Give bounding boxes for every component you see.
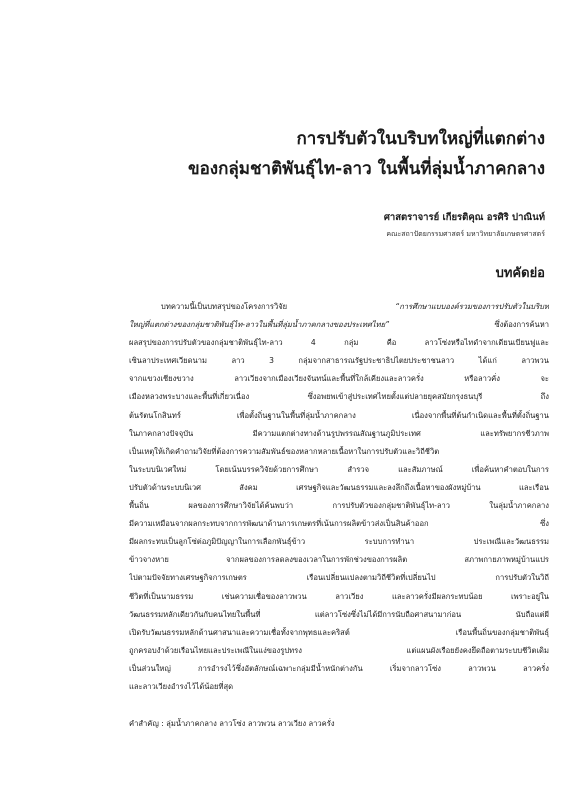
author-line: ศาสตราจารย์ เกียรติคุณ อรศิริ ปาณินท์ <box>383 212 545 223</box>
abstract-line: ต้นรัตนโกสินทร์ เพื่อตั้งถิ่นฐานในพื้นที่ลุ่มน้ำภาคกลาง เนื่องจากพื้นที่ต้นกำเนิดและพื้นที่ตั้งถิ่นฐาน <box>129 410 549 420</box>
abstract-intro-text: บทความนี้เป็นบทสรุปของโครงการวิจัย <box>161 302 396 311</box>
title-line-1: การปรับตัวในบริบทใหญ่ที่แตกต่าง <box>296 129 545 149</box>
abstract-line: วัฒนธรรมหลักเดียวกันกับคนไทยในพื้นที่ แต่ลาวโซ่งซึ่งไม่ได้มีการนับถือศาสนามาก่อน นับถือแต่ผี <box>129 609 549 619</box>
paper-title <box>65 124 545 184</box>
affiliation-line: คณะสถาปัตยกรรมศาสตร์ มหาวิทยาลัยเกษตรศาสตร์ <box>386 230 545 238</box>
abstract-line: มีความเหมือนจากผลกระทบจากการพัฒนาด้านการเกษตรที่เน้นการผลิตข้าวส่งเป็นสินค้าออก ซึ่ง <box>129 519 549 529</box>
abstract-line: ในระบบนิเวศใหม่ โดยเน้นบรรควิจัยด้วยการศึกษา สำรวจ และสัมภาษณ์ เพื่อค้นหาคำตอบในการ <box>129 464 549 474</box>
abstract-line: เปิดรับวัฒนธรรมหลักด้านศาสนาและความเชื่อทั้งจากพุทธและคริสต์ เรือนพื้นถิ่นของกลุ่มชาติพันธุ์ <box>129 627 549 637</box>
abstract-line: ถูกครอบงำด้วยเรือนไทยและประเพณีในแง่ของรูปทรง แต่แผนผังเรือยยังคงยึดถือตามระบบชีวิตเดิม <box>129 645 549 655</box>
abstract-line: และลาวเวียงอำรงไว้ได้น้อยที่สุด <box>129 681 234 691</box>
abstract-line: ผลสรุปของการปรับตัวของกลุ่มชาติพันธุ์ไท-ลาว 4 กลุ่ม คือ ลาวโซ่งหรือไทดำจากเดียนเบียนฟูและ <box>129 338 549 348</box>
abstract-line: ชีวิตที่เป็นนามธรรม เช่นความเชื่อของลาวพวน ลาวเวียง และลาวครั่งมีผลกระทบน้อย เพราะอยู่ใน <box>129 591 549 601</box>
project-title-italic: ใหญ่ที่แตกต่างของกลุ่มชาติพันธุ์ไท-ลาวในพื้นที่ลุ่มน้ำภาคกลางของประเทศไทย” <box>129 320 390 330</box>
abstract-text: ซึ่งต้องการค้นหา <box>389 320 549 330</box>
abstract-line: ไปตามปัจจัยทางเศรษฐกิจการเกษตร เรือนเปลี่ยนแปลงตามวิถีชีวิตที่เปลี่ยนไป การปรับตัวในวิถี <box>129 573 549 583</box>
abstract-line: จากแขวงเชียงขวาง ลาวเวียงจากเมืองเวียงจันทน์และพื้นที่ใกล้เคียงและลาวครั่ง หรือลาวคั่ง จะ <box>129 374 549 384</box>
abstract-heading: บทคัดย่อ <box>495 266 545 281</box>
abstract-line: เซินลาประเทศเวียดนาม ลาว 3 กลุ่มจากสาธารณรัฐประชาธิปไตยประชาชนลาว ได้แก่ ลาวพวน <box>129 356 549 366</box>
abstract-line: พื้นถิ่น ผลของการศึกษาวิจัยได้ค้นพบว่า การปรับตัวของกลุ่มชาติพันธุ์ไท-ลาว ในลุ่มน้ำภาคกลาง <box>129 501 549 511</box>
abstract-line: เป็นส่วนใหญ่ การอำรงไว้ซึ่งอัตลักษณ์เฉพาะกลุ่มมีน้ำหนักต่างกัน เริ่มจากลาวโซ่ง ลาวพวน ลาวครั่ง <box>129 663 549 673</box>
abstract-line: เป็นเหตุให้เกิดคำถามวิจัยที่ต้องการความสัมพันธ์ของหลากหลายเนื้อหาในการปรับตัวและวิถีชีวิต <box>129 446 440 456</box>
abstract-line <box>129 298 549 316</box>
abstract-line: เมืองหลวงพระบางและพื้นที่เกี่ยวเนื่อง ซึ่งอพยพเข้าสู่ประเทศไทยตั้งแต่ปลายยุคสมัยกรุงธนบุรี ถึง <box>129 392 549 402</box>
abstract-line: มีผลกระทบเป็นลูกโซ่ต่อภูมิปัญญาในการเลือกพันธุ์ข้าว ระบบการทำนา ประเพณีและวัฒนธรรม <box>129 537 549 547</box>
abstract-line: ข้าวจางหาย จากผลของการลดลงของเวลาในการพักช่วงของการผลิต สภาพกายภาพหมู่บ้านแปร <box>129 555 549 565</box>
abstract-body <box>129 298 549 696</box>
abstract-line <box>129 316 549 334</box>
project-title-italic: “การศึกษาแบบองค์รวมของการปรับตัวในบริบท <box>395 302 549 311</box>
title-line-2: ของกลุ่มชาติพันธุ์ไท-ลาว ในพื้นที่ลุ่มน้ำภาคกลาง <box>187 159 545 179</box>
keywords-line: คำสำคัญ : ลุ่มน้ำภาคกลาง ลาวโซ่ง ลาวพวน ลาวเวียง ลาวครั่ง <box>129 719 335 728</box>
abstract-line: ปรับตัวด้านระบบนิเวศ สังคม เศรษฐกิจและวัฒนธรรมและลงลึกถึงเนื้อหาของผังหมู่บ้าน และเรือน <box>129 482 549 492</box>
abstract-line: ในภาคกลางปัจจุบัน มีความแตกต่างทางด้านรูปพรรณสัณฐานภูมิประเทศ และทรัพยากรชีวภาพ <box>129 428 549 438</box>
